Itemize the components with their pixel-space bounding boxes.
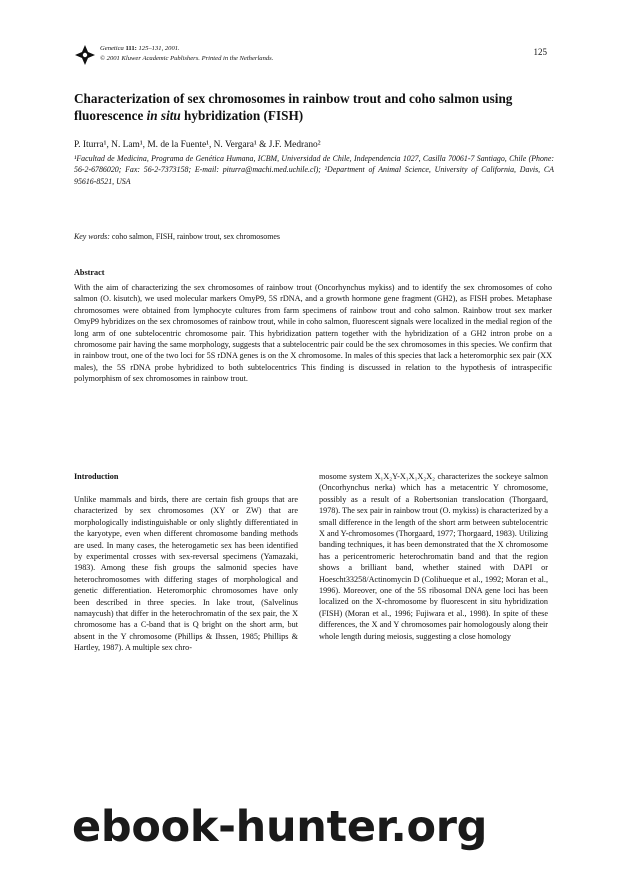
keywords-list: coho salmon, FISH, rainbow trout, sex chromosomes <box>109 232 280 241</box>
right-column <box>319 471 548 642</box>
right-column-text: mosome system X₁X₂Y-X₁X₁X₂X₂ characterizes the sockeye salmon (Oncorhynchus nerka) which has a metacentric Y chromosome, possibly as a result of a Robertsonian translocation (Thorgaard, 1978). The sex pair in rainbow trout (O. mykiss) is characterized by a small difference in the length of the short arm between subtelocentric X and Y-chromosomes (Thorgaard, 1977; Thorgaard, 1983). Utilizing banding techniques, it has been demonstrated that the X chromosome has a pericentromeric heterochromatin band and that the region shows a brilliant band, whether stained with DAPI or Hoescht33258/Actinomycin D (Colihueque et al., 1992; Moran et al., 1996). Moreover, one of the 5S ribosomal DNA gene loci has been localized on the X-chromosome by fluorescent in situ hybridization (FISH) (Moran et al., 1996; Fujiwara et al., 1998). In spite of these differences, the X and Y chromosomes pair homologously along their whole length during meiosis, suggesting a close homology <box>319 472 548 641</box>
publisher-logo-icon <box>74 44 96 66</box>
watermark-text: ebook-hunter.org <box>72 802 488 852</box>
article-title: Characterization of sex chromosomes in rainbow trout and coho salmon using fluorescence in situ hybridization (FISH) <box>74 91 513 123</box>
abstract-text: With the aim of characterizing the sex chromosomes of rainbow trout (Oncorhynchus mykiss) and to identify the sex chromosomes of coho salmon (O. kisutch), we used molecular markers OmyP9, 5S rDNA, and a growth hormone gene fragment (GH2), as FISH probes. Metaphase chromosomes were obtained from lymphocyte cultures from farm specimens of rainbow trout and coho salmon. Rainbow trout sex marker OmyP9 hybridizes on the sex chromosomes of rainbow trout, while in coho salmon, fluorescent signals were localized in the medial region of the long arm of one subtelocentric chromosome pair. This hybridization pattern together with the hybridization of a GH2 intron probe on a chromosome pair having the same morphology, suggests that a subtelocentric pair could be the sex chromosomes in this species. We confirm that in rainbow trout, one of the two loci for 5S rDNA genes is on the X chromosome. In males of this species that lack a heteromorphic sex pair (XX males), the 5S rDNA probe hybridized to both subtelocentrics This finding is discussed in relation to the hypothesis of intraspecific polymorphism of sex chromosomes in rainbow trout. <box>74 283 552 384</box>
journal-name: Genetica <box>100 45 124 52</box>
keywords <box>74 231 554 242</box>
keywords-label: Key words: <box>74 232 110 241</box>
left-column <box>74 494 298 654</box>
author-affiliations: ¹Facultad de Medicina, Programa de Genética Humana, ICBM, Universidad de Chile, Independencia 1027, Casilla 70061-7 Santiago, Chile (Phone: 56-2-6786020; Fax: 56-2-7373158; E-mail: piturra@machi.med.uchile.cl); ²Department of Animal Science, University of California, Davis, CA 95616-8521, USA <box>74 154 554 186</box>
copyright-line: © 2001 Kluwer Academic Publishers. Printed in the Netherlands. <box>100 54 274 62</box>
page-number: 125 <box>533 47 547 57</box>
journal-citation <box>100 44 273 63</box>
left-column-text: Unlike mammals and birds, there are certain fish groups that are characterized by sex chromosomes (XY or ZW) that are morphologically indistinguishable or only slightly differentiated in the karyotype, even when different chromosome banding methods are used. In many cases, the heterogametic sex has been identified by experimental crosses with sex-reversal specimens (Yamazaki, 1983). Among these fish groups the salmonid species have heterochromosomes with differing stages of morphological and genetic differentiation. Heteromorphic chromosomes have only been described in three species. In lake trout, (Salvelinus namaycush) that differ in the heterochromatin of the sex pair, the X chromosome has a C-band that is Q bright on the short arm, but absent in the Y chromosome (Phillips & Ihssen, 1985; Phillips & Hartley, 1987). A multiple sex chro- <box>74 495 298 653</box>
introduction-heading: Introduction <box>74 472 119 481</box>
abstract-body <box>74 282 552 385</box>
journal-pages: 125–131, 2001. <box>138 45 180 52</box>
author-list: P. Iturra¹, N. Lam¹, M. de la Fuente¹, N. Vergara¹ & J.F. Medrano² <box>74 140 321 150</box>
abstract-heading: Abstract <box>74 268 105 277</box>
journal-volume: 111: <box>125 45 137 52</box>
